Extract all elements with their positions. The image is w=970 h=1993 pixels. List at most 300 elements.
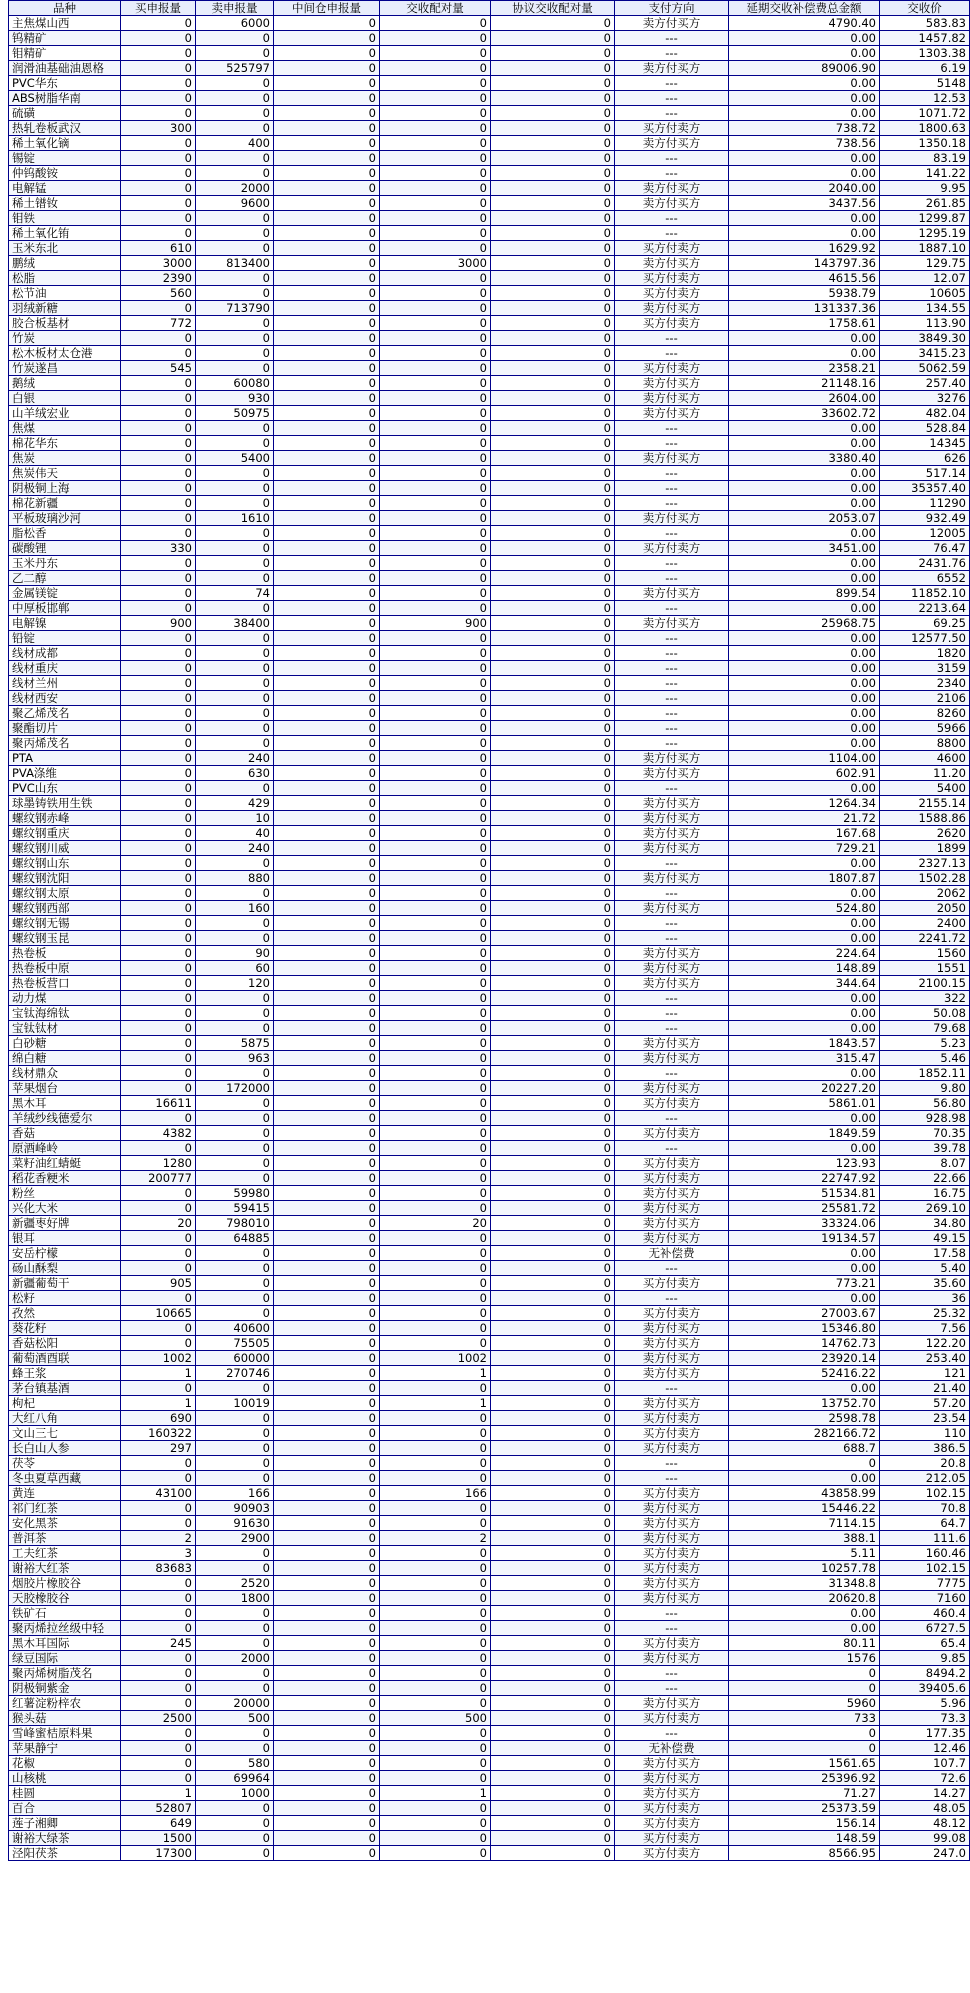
cell-matched-volume: 0 [380, 406, 491, 421]
cell-settlement-price: 1887.10 [880, 241, 970, 256]
cell-deferred-compensation: 3451.00 [729, 541, 880, 556]
cell-agreement-matched-volume: 0 [491, 1141, 615, 1156]
cell-sell-declared: 0 [196, 91, 274, 106]
cell-payment-direction: 卖方付买方 [615, 1081, 729, 1096]
cell-payment-direction: 卖方付买方 [615, 61, 729, 76]
cell-settlement-price: 49.15 [880, 1231, 970, 1246]
cell-agreement-matched-volume: 0 [491, 1801, 615, 1816]
cell-commodity: 铅锭 [9, 631, 121, 646]
table-row [9, 1441, 970, 1456]
cell-commodity: 乙二醇 [9, 571, 121, 586]
cell-deferred-compensation: 52416.22 [729, 1366, 880, 1381]
cell-matched-volume: 0 [380, 1846, 491, 1861]
cell-sell-declared: 1000 [196, 1786, 274, 1801]
cell-agreement-matched-volume: 0 [491, 1051, 615, 1066]
cell-agreement-matched-volume: 0 [491, 1726, 615, 1741]
cell-payment-direction: 卖方付买方 [615, 1396, 729, 1411]
cell-buy-declared: 0 [121, 76, 196, 91]
cell-matched-volume: 0 [380, 16, 491, 31]
cell-agreement-matched-volume: 0 [491, 946, 615, 961]
cell-deferred-compensation: 344.64 [729, 976, 880, 991]
cell-sell-declared: 0 [196, 1801, 274, 1816]
cell-commodity: 平板玻璃沙河 [9, 511, 121, 526]
cell-commodity: 工夫红茶 [9, 1546, 121, 1561]
header-settlement-price: 交收价 [880, 1, 970, 16]
cell-commodity: 安化黑茶 [9, 1516, 121, 1531]
cell-agreement-matched-volume: 0 [491, 811, 615, 826]
cell-deferred-compensation: 1843.57 [729, 1036, 880, 1051]
cell-agreement-matched-volume: 0 [491, 616, 615, 631]
cell-sell-declared: 813400 [196, 256, 274, 271]
cell-payment-direction: 卖方付买方 [615, 1516, 729, 1531]
cell-settlement-price: 9.95 [880, 181, 970, 196]
cell-settlement-price: 583.83 [880, 16, 970, 31]
cell-buy-declared: 0 [121, 1771, 196, 1786]
cell-intermediate-declared: 0 [274, 1411, 380, 1426]
cell-intermediate-declared: 0 [274, 961, 380, 976]
cell-settlement-price: 1457.82 [880, 31, 970, 46]
cell-settlement-price: 5062.59 [880, 361, 970, 376]
cell-agreement-matched-volume: 0 [491, 1261, 615, 1276]
cell-matched-volume: 0 [380, 931, 491, 946]
cell-settlement-price: 1350.18 [880, 136, 970, 151]
cell-agreement-matched-volume: 0 [491, 796, 615, 811]
cell-settlement-price: 35357.40 [880, 481, 970, 496]
cell-intermediate-declared: 0 [274, 706, 380, 721]
cell-sell-declared: 0 [196, 1381, 274, 1396]
header-buy-declared: 买申报量 [121, 1, 196, 16]
cell-deferred-compensation: 4790.40 [729, 16, 880, 31]
cell-intermediate-declared: 0 [274, 211, 380, 226]
cell-settlement-price: 57.20 [880, 1396, 970, 1411]
cell-agreement-matched-volume: 0 [491, 286, 615, 301]
cell-matched-volume: 1002 [380, 1351, 491, 1366]
cell-agreement-matched-volume: 0 [491, 1411, 615, 1426]
cell-buy-declared: 0 [121, 421, 196, 436]
cell-sell-declared: 160 [196, 901, 274, 916]
cell-deferred-compensation: 602.91 [729, 766, 880, 781]
cell-settlement-price: 22.66 [880, 1171, 970, 1186]
cell-deferred-compensation: 15446.22 [729, 1501, 880, 1516]
cell-settlement-price: 65.4 [880, 1636, 970, 1651]
cell-settlement-price: 7775 [880, 1576, 970, 1591]
cell-agreement-matched-volume: 0 [491, 1546, 615, 1561]
cell-settlement-price: 2100.15 [880, 976, 970, 991]
header-commodity: 品种 [9, 1, 121, 16]
cell-buy-declared: 16611 [121, 1096, 196, 1111]
cell-intermediate-declared: 0 [274, 766, 380, 781]
cell-sell-declared: 0 [196, 1741, 274, 1756]
cell-settlement-price: 212.05 [880, 1471, 970, 1486]
cell-settlement-price: 1588.86 [880, 811, 970, 826]
cell-buy-declared: 0 [121, 661, 196, 676]
table-row [9, 691, 970, 706]
cell-intermediate-declared: 0 [274, 781, 380, 796]
cell-buy-declared: 0 [121, 856, 196, 871]
cell-sell-declared: 60000 [196, 1351, 274, 1366]
cell-payment-direction: 卖方付买方 [615, 811, 729, 826]
header-sell-declared: 卖申报量 [196, 1, 274, 16]
cell-settlement-price: 12.53 [880, 91, 970, 106]
cell-agreement-matched-volume: 0 [491, 196, 615, 211]
cell-settlement-price: 1299.87 [880, 211, 970, 226]
cell-agreement-matched-volume: 0 [491, 1021, 615, 1036]
cell-agreement-matched-volume: 0 [491, 1501, 615, 1516]
cell-deferred-compensation: 0.00 [729, 421, 880, 436]
table-row [9, 481, 970, 496]
cell-payment-direction: 卖方付买方 [615, 871, 729, 886]
cell-commodity: 热卷板营口 [9, 976, 121, 991]
cell-agreement-matched-volume: 0 [491, 1561, 615, 1576]
cell-deferred-compensation: 1758.61 [729, 316, 880, 331]
cell-agreement-matched-volume: 0 [491, 451, 615, 466]
cell-settlement-price: 12577.50 [880, 631, 970, 646]
cell-payment-direction: 买方付卖方 [615, 1711, 729, 1726]
cell-settlement-price: 17.58 [880, 1246, 970, 1261]
cell-matched-volume: 0 [380, 211, 491, 226]
cell-commodity: 黄连 [9, 1486, 121, 1501]
cell-matched-volume: 0 [380, 1231, 491, 1246]
cell-buy-declared: 0 [121, 646, 196, 661]
cell-intermediate-declared: 0 [274, 361, 380, 376]
table-row [9, 256, 970, 271]
cell-payment-direction: 卖方付买方 [615, 1771, 729, 1786]
cell-agreement-matched-volume: 0 [491, 1216, 615, 1231]
cell-intermediate-declared: 0 [274, 571, 380, 586]
cell-deferred-compensation: 0.00 [729, 1111, 880, 1126]
cell-sell-declared: 0 [196, 1126, 274, 1141]
cell-commodity: 棉花新疆 [9, 496, 121, 511]
cell-sell-declared: 0 [196, 781, 274, 796]
cell-matched-volume: 0 [380, 1621, 491, 1636]
header-payment-direction: 支付方向 [615, 1, 729, 16]
cell-agreement-matched-volume: 0 [491, 631, 615, 646]
cell-intermediate-declared: 0 [274, 1846, 380, 1861]
cell-commodity: 天胶橡胶谷 [9, 1591, 121, 1606]
table-row [9, 1231, 970, 1246]
cell-settlement-price: 110 [880, 1426, 970, 1441]
cell-buy-declared: 0 [121, 826, 196, 841]
cell-commodity: 山羊绒宏业 [9, 406, 121, 421]
cell-intermediate-declared: 0 [274, 181, 380, 196]
cell-matched-volume: 1 [380, 1786, 491, 1801]
cell-buy-declared: 52807 [121, 1801, 196, 1816]
cell-matched-volume: 0 [380, 1576, 491, 1591]
cell-sell-declared: 40600 [196, 1321, 274, 1336]
cell-agreement-matched-volume: 0 [491, 121, 615, 136]
cell-deferred-compensation: 31348.8 [729, 1576, 880, 1591]
cell-agreement-matched-volume: 0 [491, 841, 615, 856]
cell-payment-direction: 买方付卖方 [615, 361, 729, 376]
cell-settlement-price: 1303.38 [880, 46, 970, 61]
cell-settlement-price: 1820 [880, 646, 970, 661]
cell-settlement-price: 160.46 [880, 1546, 970, 1561]
cell-buy-declared: 0 [121, 526, 196, 541]
cell-buy-declared: 0 [121, 811, 196, 826]
cell-buy-declared: 0 [121, 1066, 196, 1081]
cell-buy-declared: 0 [121, 976, 196, 991]
header-agreement-matched-volume: 协议交收配对量 [491, 1, 615, 16]
cell-intermediate-declared: 0 [274, 871, 380, 886]
cell-matched-volume: 0 [380, 766, 491, 781]
cell-payment-direction: 卖方付买方 [615, 16, 729, 31]
cell-matched-volume: 0 [380, 1741, 491, 1756]
cell-payment-direction: --- [615, 1456, 729, 1471]
cell-settlement-price: 111.6 [880, 1531, 970, 1546]
cell-matched-volume: 0 [380, 1516, 491, 1531]
cell-buy-declared: 0 [121, 151, 196, 166]
cell-sell-declared: 0 [196, 31, 274, 46]
cell-sell-declared: 880 [196, 871, 274, 886]
cell-matched-volume: 0 [380, 631, 491, 646]
cell-intermediate-declared: 0 [274, 1726, 380, 1741]
table-row [9, 316, 970, 331]
cell-agreement-matched-volume: 0 [491, 1531, 615, 1546]
cell-intermediate-declared: 0 [274, 976, 380, 991]
cell-deferred-compensation: 2053.07 [729, 511, 880, 526]
cell-agreement-matched-volume: 0 [491, 331, 615, 346]
cell-commodity: 螺纹钢川威 [9, 841, 121, 856]
cell-agreement-matched-volume: 0 [491, 181, 615, 196]
table-row [9, 1666, 970, 1681]
cell-sell-declared: 0 [196, 466, 274, 481]
cell-settlement-price: 16.75 [880, 1186, 970, 1201]
cell-deferred-compensation: 0.00 [729, 661, 880, 676]
cell-buy-declared: 330 [121, 541, 196, 556]
cell-intermediate-declared: 0 [274, 421, 380, 436]
cell-sell-declared: 120 [196, 976, 274, 991]
cell-sell-declared: 0 [196, 1171, 274, 1186]
cell-deferred-compensation: 0.00 [729, 211, 880, 226]
cell-deferred-compensation: 0.00 [729, 106, 880, 121]
cell-agreement-matched-volume: 0 [491, 1276, 615, 1291]
cell-matched-volume: 0 [380, 466, 491, 481]
cell-deferred-compensation: 1264.34 [729, 796, 880, 811]
cell-intermediate-declared: 0 [274, 286, 380, 301]
cell-settlement-price: 14345 [880, 436, 970, 451]
cell-payment-direction: --- [615, 1261, 729, 1276]
cell-matched-volume: 0 [380, 1411, 491, 1426]
cell-deferred-compensation: 0.00 [729, 1471, 880, 1486]
cell-intermediate-declared: 0 [274, 16, 380, 31]
cell-matched-volume: 0 [380, 901, 491, 916]
table-row [9, 1681, 970, 1696]
cell-intermediate-declared: 0 [274, 1471, 380, 1486]
cell-matched-volume: 0 [380, 106, 491, 121]
cell-buy-declared: 0 [121, 1726, 196, 1741]
cell-commodity: 红薯淀粉梓农 [9, 1696, 121, 1711]
cell-deferred-compensation: 71.27 [729, 1786, 880, 1801]
cell-sell-declared: 0 [196, 1726, 274, 1741]
cell-intermediate-declared: 0 [274, 1606, 380, 1621]
cell-settlement-price: 322 [880, 991, 970, 1006]
cell-intermediate-declared: 0 [274, 1171, 380, 1186]
cell-buy-declared: 0 [121, 1261, 196, 1276]
table-row [9, 1216, 970, 1231]
table-row [9, 1831, 970, 1846]
cell-matched-volume: 0 [380, 1636, 491, 1651]
cell-payment-direction: --- [615, 631, 729, 646]
cell-settlement-price: 9.85 [880, 1651, 970, 1666]
cell-buy-declared: 0 [121, 1246, 196, 1261]
cell-buy-declared: 83683 [121, 1561, 196, 1576]
cell-sell-declared: 91630 [196, 1516, 274, 1531]
cell-agreement-matched-volume: 0 [491, 1696, 615, 1711]
cell-matched-volume: 0 [380, 196, 491, 211]
cell-intermediate-declared: 0 [274, 1111, 380, 1126]
cell-buy-declared: 0 [121, 1336, 196, 1351]
cell-commodity: 兴化大米 [9, 1201, 121, 1216]
cell-deferred-compensation: 33602.72 [729, 406, 880, 421]
cell-payment-direction: 买方付卖方 [615, 1156, 729, 1171]
cell-intermediate-declared: 0 [274, 1711, 380, 1726]
cell-deferred-compensation: 0.00 [729, 31, 880, 46]
table-row [9, 991, 970, 1006]
cell-settlement-price: 102.15 [880, 1486, 970, 1501]
cell-commodity: 线材兰州 [9, 676, 121, 691]
cell-commodity: 莲子湘卿 [9, 1816, 121, 1831]
cell-deferred-compensation: 21148.16 [729, 376, 880, 391]
cell-intermediate-declared: 0 [274, 346, 380, 361]
cell-deferred-compensation: 3437.56 [729, 196, 880, 211]
cell-sell-declared: 0 [196, 1681, 274, 1696]
header-intermediate-declared: 中间仓申报量 [274, 1, 380, 16]
cell-agreement-matched-volume: 0 [491, 766, 615, 781]
cell-payment-direction: 卖方付买方 [615, 1336, 729, 1351]
cell-matched-volume: 1 [380, 1366, 491, 1381]
cell-settlement-price: 7.56 [880, 1321, 970, 1336]
cell-intermediate-declared: 0 [274, 121, 380, 136]
cell-buy-declared: 0 [121, 196, 196, 211]
cell-commodity: 线材成都 [9, 646, 121, 661]
table-row [9, 1846, 970, 1861]
table-row [9, 1096, 970, 1111]
cell-intermediate-declared: 0 [274, 1246, 380, 1261]
cell-buy-declared: 0 [121, 961, 196, 976]
cell-intermediate-declared: 0 [274, 1261, 380, 1276]
table-row [9, 736, 970, 751]
cell-payment-direction: 卖方付买方 [615, 376, 729, 391]
cell-agreement-matched-volume: 0 [491, 1096, 615, 1111]
cell-agreement-matched-volume: 0 [491, 571, 615, 586]
cell-agreement-matched-volume: 0 [491, 1471, 615, 1486]
cell-sell-declared: 5875 [196, 1036, 274, 1051]
cell-agreement-matched-volume: 0 [491, 1171, 615, 1186]
cell-settlement-price: 2340 [880, 676, 970, 691]
cell-buy-declared: 610 [121, 241, 196, 256]
cell-sell-declared: 0 [196, 1306, 274, 1321]
cell-deferred-compensation: 738.56 [729, 136, 880, 151]
cell-intermediate-declared: 0 [274, 1276, 380, 1291]
cell-sell-declared: 38400 [196, 616, 274, 631]
cell-buy-declared: 0 [121, 676, 196, 691]
cell-intermediate-declared: 0 [274, 1396, 380, 1411]
cell-settlement-price: 99.08 [880, 1831, 970, 1846]
table-row [9, 706, 970, 721]
cell-commodity: 螺纹钢无锡 [9, 916, 121, 931]
cell-deferred-compensation: 0.00 [729, 931, 880, 946]
cell-buy-declared: 245 [121, 1636, 196, 1651]
cell-matched-volume: 0 [380, 271, 491, 286]
cell-settlement-price: 2327.13 [880, 856, 970, 871]
cell-deferred-compensation: 19134.57 [729, 1231, 880, 1246]
cell-matched-volume: 0 [380, 886, 491, 901]
cell-sell-declared: 0 [196, 286, 274, 301]
cell-commodity: 文山三七 [9, 1426, 121, 1441]
cell-sell-declared: 0 [196, 1636, 274, 1651]
cell-deferred-compensation: 524.80 [729, 901, 880, 916]
cell-intermediate-declared: 0 [274, 556, 380, 571]
cell-deferred-compensation: 0.00 [729, 526, 880, 541]
cell-commodity: 银耳 [9, 1231, 121, 1246]
cell-matched-volume: 3000 [380, 256, 491, 271]
cell-sell-declared: 963 [196, 1051, 274, 1066]
cell-commodity: 仲钨酸铵 [9, 166, 121, 181]
cell-deferred-compensation: 0.00 [729, 346, 880, 361]
cell-intermediate-declared: 0 [274, 886, 380, 901]
table-row [9, 556, 970, 571]
cell-sell-declared: 0 [196, 346, 274, 361]
cell-sell-declared: 0 [196, 1411, 274, 1426]
table-row [9, 1591, 970, 1606]
cell-agreement-matched-volume: 0 [491, 1486, 615, 1501]
cell-settlement-price: 6727.5 [880, 1621, 970, 1636]
cell-payment-direction: 卖方付买方 [615, 826, 729, 841]
cell-agreement-matched-volume: 0 [491, 1786, 615, 1801]
cell-buy-declared: 0 [121, 916, 196, 931]
cell-commodity: 胶合板基材 [9, 316, 121, 331]
cell-commodity: 茯苓 [9, 1456, 121, 1471]
cell-agreement-matched-volume: 0 [491, 781, 615, 796]
cell-agreement-matched-volume: 0 [491, 1156, 615, 1171]
cell-sell-declared: 0 [196, 361, 274, 376]
cell-commodity: 钨精矿 [9, 31, 121, 46]
cell-matched-volume: 0 [380, 421, 491, 436]
cell-commodity: 电解锰 [9, 181, 121, 196]
cell-commodity: 山核桃 [9, 1771, 121, 1786]
cell-buy-declared: 160322 [121, 1426, 196, 1441]
cell-buy-declared: 2390 [121, 271, 196, 286]
cell-agreement-matched-volume: 0 [491, 1456, 615, 1471]
cell-commodity: 碳酸锂 [9, 541, 121, 556]
cell-settlement-price: 5148 [880, 76, 970, 91]
table-row [9, 166, 970, 181]
cell-buy-declared: 1 [121, 1396, 196, 1411]
table-row [9, 1291, 970, 1306]
cell-agreement-matched-volume: 0 [491, 391, 615, 406]
header-matched-volume: 交收配对量 [380, 1, 491, 16]
cell-commodity: 润滑油基础油恩格 [9, 61, 121, 76]
cell-settlement-price: 1071.72 [880, 106, 970, 121]
cell-deferred-compensation: 1576 [729, 1651, 880, 1666]
table-row [9, 196, 970, 211]
cell-intermediate-declared: 0 [274, 811, 380, 826]
cell-settlement-price: 56.80 [880, 1096, 970, 1111]
cell-buy-declared: 0 [121, 496, 196, 511]
cell-commodity: 棉花华东 [9, 436, 121, 451]
cell-payment-direction: --- [615, 1666, 729, 1681]
cell-matched-volume: 0 [380, 976, 491, 991]
table-row [9, 1321, 970, 1336]
cell-agreement-matched-volume: 0 [491, 1126, 615, 1141]
cell-agreement-matched-volume: 0 [491, 271, 615, 286]
cell-matched-volume: 0 [380, 46, 491, 61]
cell-payment-direction: --- [615, 496, 729, 511]
cell-deferred-compensation: 0.00 [729, 601, 880, 616]
cell-buy-declared: 0 [121, 46, 196, 61]
cell-commodity: 金属镁锭 [9, 586, 121, 601]
cell-deferred-compensation: 3380.40 [729, 451, 880, 466]
